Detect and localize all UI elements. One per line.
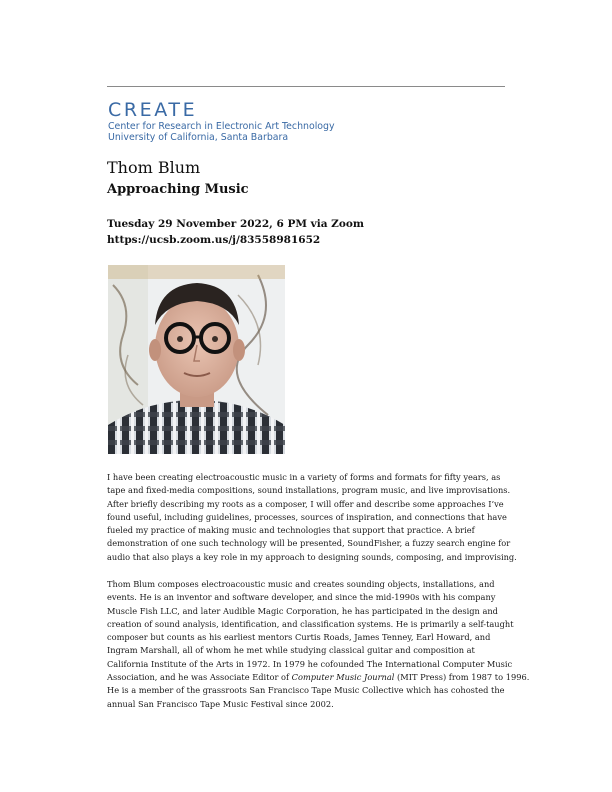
bio-line: composer but counts as his earliest mentors Curtis Roads, James Tenney, Earl Howard, and (107, 632, 491, 643)
abstract-line: fueled my practice of making music and technologies that support that practice. A brief (107, 525, 475, 536)
bio-line: California Institute of the Arts in 1972. In 1979 he cofounded The International Computer Music (107, 658, 513, 669)
event-details (107, 216, 364, 248)
zoom-link[interactable]: https://ucsb.zoom.us/j/83558981652 (107, 234, 321, 246)
speaker-photo (108, 265, 285, 454)
abstract-line: tape and fixed-media compositions, sound installations, program music, and live improvisations. (107, 485, 511, 496)
bio-text: (MIT Press) from 1987 to 1996. (394, 672, 530, 683)
bio-line: He is a member of the grassroots San Francisco Tape Music Collective which has cohosted the (107, 685, 505, 696)
talk-title: Approaching Music (107, 182, 249, 197)
journal-title: Computer Music Journal (291, 672, 395, 683)
bio-line: creation of sound analysis, identification, and classification systems. He is primarily a self-taught (107, 618, 514, 629)
speaker-name: Thom Blum (107, 158, 201, 177)
bio-line: annual San Francisco Tape Music Festival since 2002. (107, 698, 334, 709)
bio-line: Thom Blum composes electroacoustic music and creates sounding objects, installations, and (107, 579, 495, 589)
org-name: CREATE (108, 99, 198, 121)
org-header (108, 99, 335, 143)
abstract-line: I have been creating electroacoustic music in a variety of forms and formats for fifty years, as (107, 472, 501, 482)
org-full-name: Center for Research in Electronic Art Technology (108, 121, 335, 132)
abstract-line: audio that also plays a key role in my approach to designing sounds, composing, and improvising. (107, 551, 517, 562)
bio-line: events. He is an inventor and software developer, and since the mid-1990s with his company (107, 592, 496, 603)
bio-line: Ingram Marshall, all of whom he met while studying classical guitar and composition at (107, 645, 475, 656)
bio-paragraph (107, 578, 530, 711)
event-datetime: Tuesday 29 November 2022, 6 PM via Zoom (107, 218, 364, 230)
abstract-paragraph (107, 471, 517, 564)
bio-text: Association, and he was Associate Editor of (107, 672, 292, 683)
bio-line (107, 671, 530, 684)
header-rule (107, 86, 505, 87)
abstract-line: After briefly describing my roots as a composer, I will offer and describe some approaches I’ve (107, 498, 504, 509)
bio-line: Muscle Fish LLC, and later Audible Magic Corporation, he has participated in the design and (107, 605, 498, 616)
abstract-line: demonstration of one such technology will be presented, SoundFisher, a fuzzy search engine for (107, 538, 511, 549)
abstract-line: found useful, including guidelines, processes, sources of inspiration, and connections that have (107, 511, 507, 522)
org-university: University of California, Santa Barbara (108, 132, 289, 143)
